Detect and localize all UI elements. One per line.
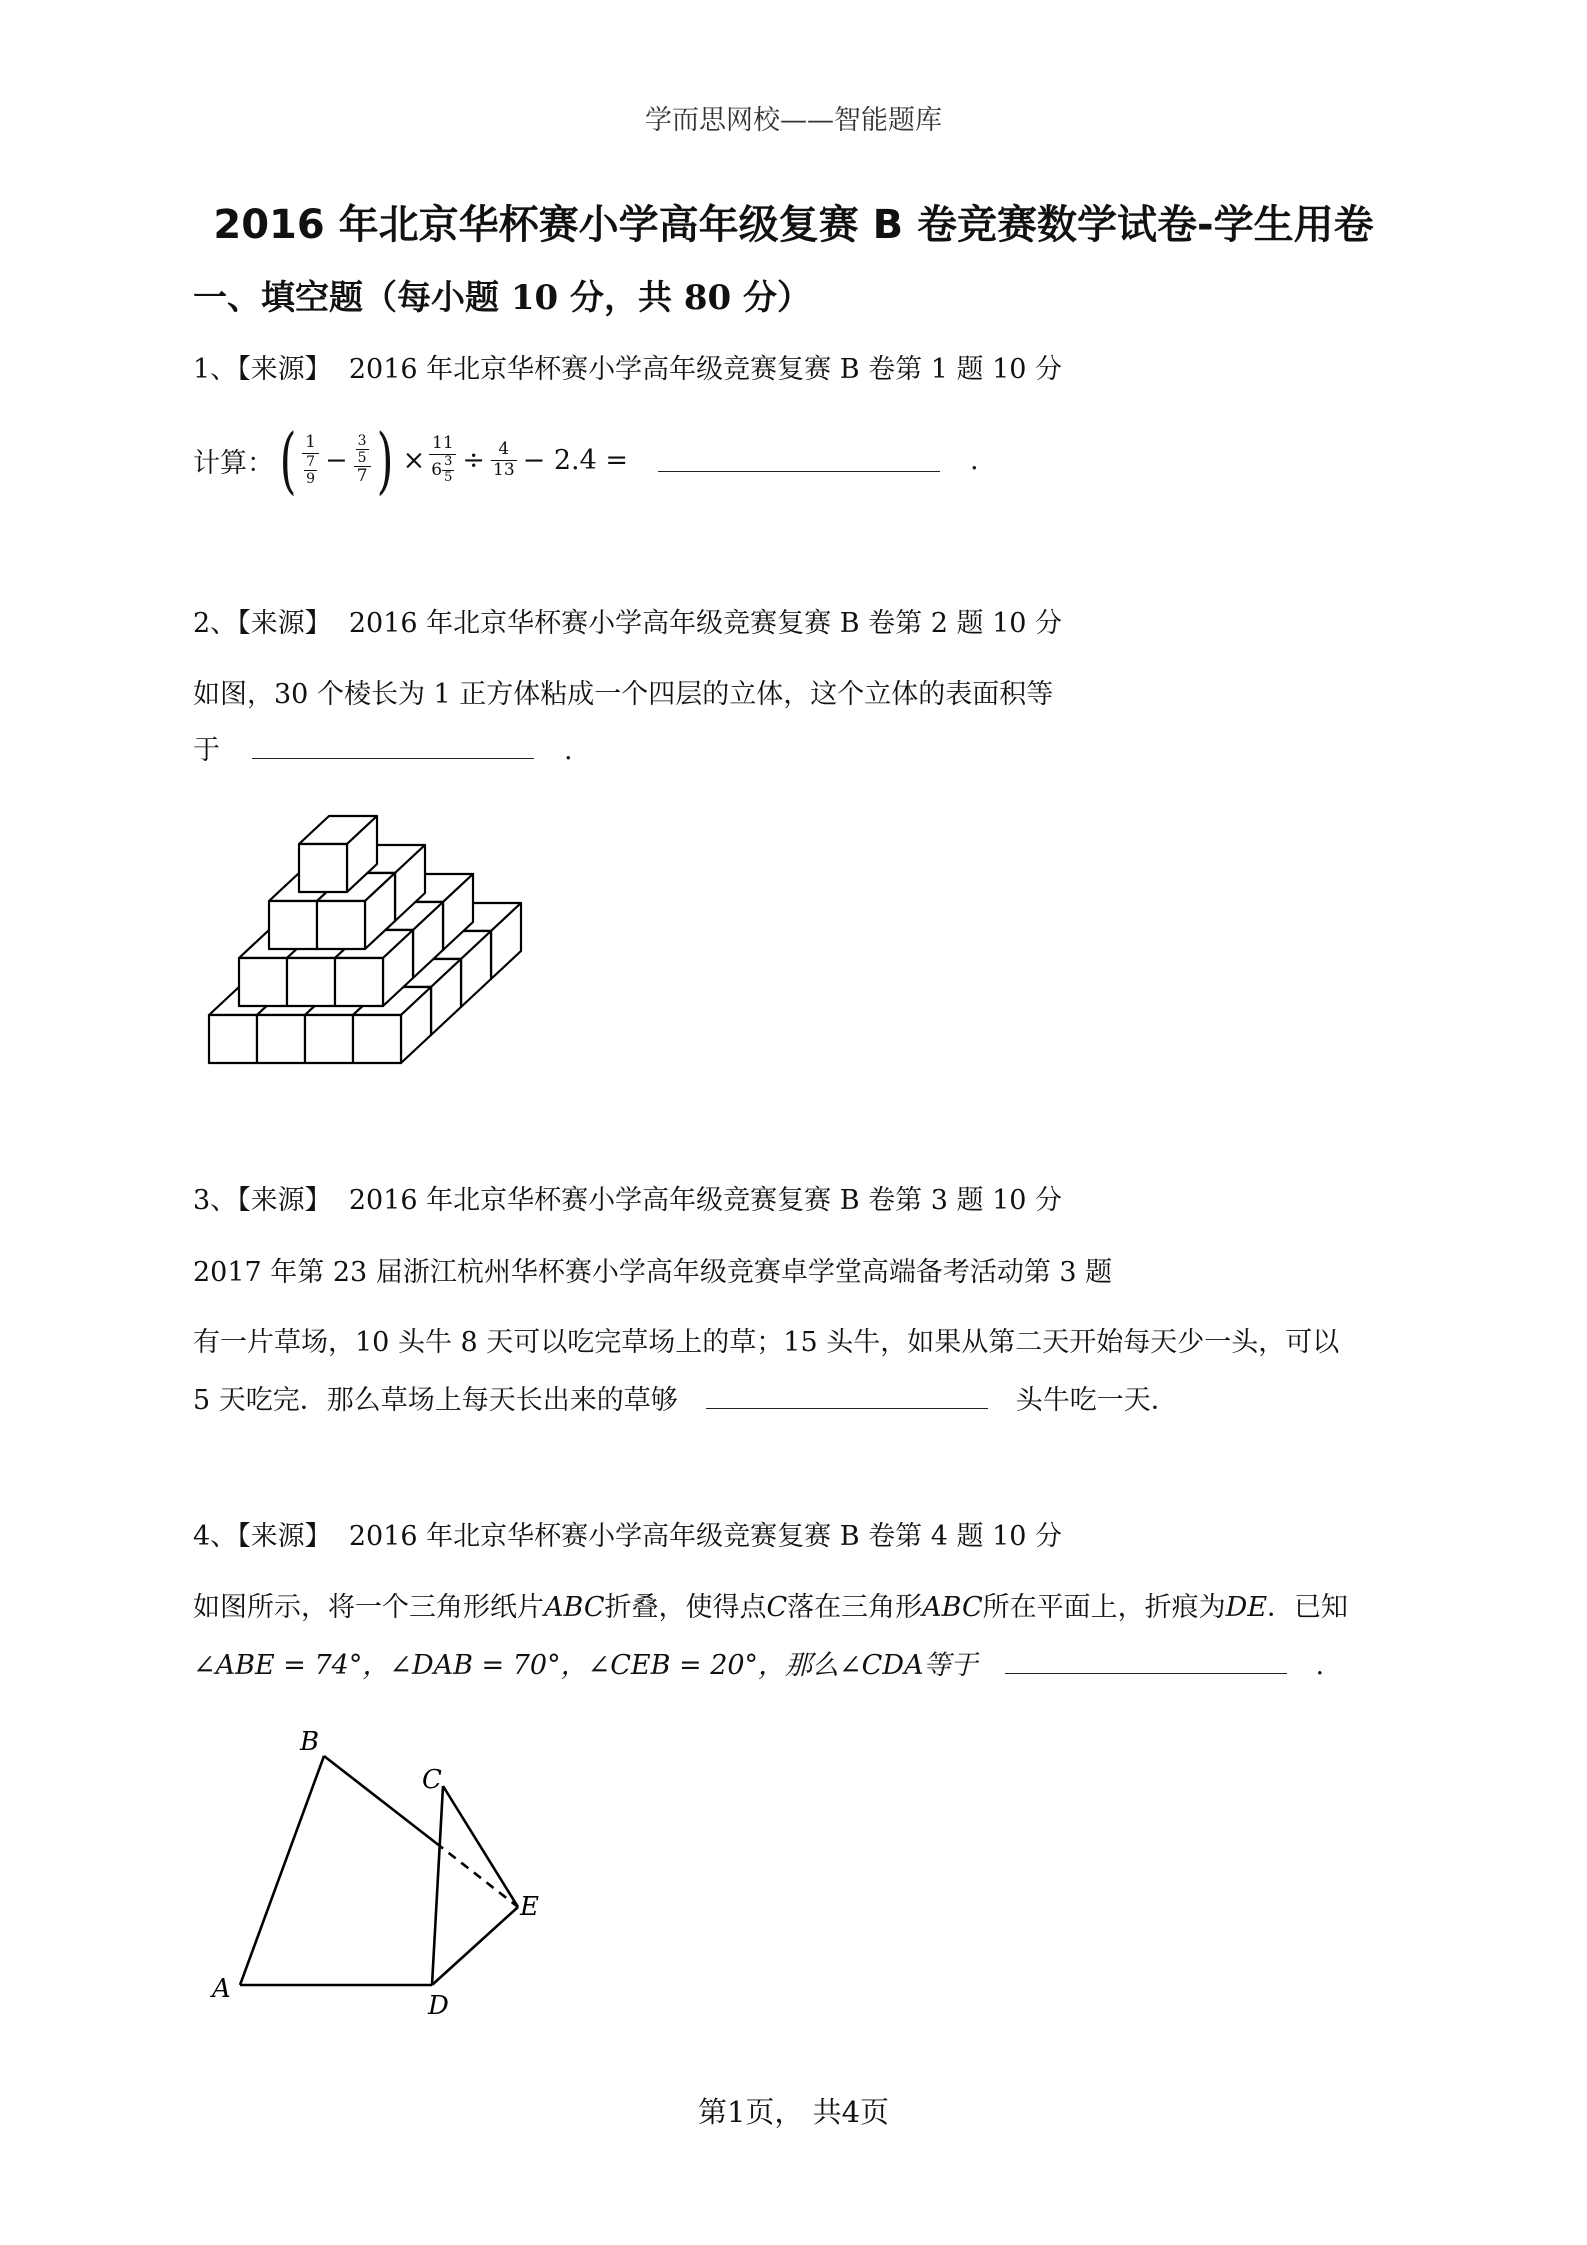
question-3-text-line2: 5 天吃完．那么草场上每天长出来的草够 头牛吃一天． [193,1385,1178,1416]
label-D: D [428,1991,449,2020]
fraction-1: $\frac{1}{\frac{7}{9}}$ [302,433,319,487]
question-4-text-line2: ∠ABE = 74°，∠DAB = 70°，∠CEB = 20°，那么∠CDA等于 . [193,1650,1325,1681]
source-text: 2016 年北京华杯赛小学高年级竞赛复赛 B 卷第 3 题 10 分 [348,1185,1063,1216]
right-paren: ) [376,418,394,502]
source-text: 2016 年北京华杯赛小学高年级竞赛复赛 B 卷第 4 题 10 分 [348,1521,1063,1552]
question-2-source [193,601,1062,640]
label-E: E [520,1892,539,1922]
expression-tail: − 2.4 = [522,444,629,476]
section-heading: 一、填空题（每小题 10 分，共 80 分） [193,278,811,318]
question-number: 4、 [193,1521,238,1552]
times-sign: × [402,444,426,476]
source-tag: 【来源】 [237,608,332,639]
minus-sign: − [325,444,348,476]
label-A: A [212,1974,231,2004]
edge-CE [443,1786,518,1907]
edge-hidden-BE [436,1843,518,1907]
source-tag: 【来源】 [237,1521,332,1552]
answer-blank[interactable] [1005,1651,1287,1674]
edge-B-fold [324,1756,436,1843]
answer-blank[interactable] [658,449,940,472]
question-3-text-line1: 有一片草场，10 头牛 8 天可以吃完草场上的草；15 头牛，如果从第二天开始每天少一头，可以 [193,1327,1340,1358]
edge-DE [432,1907,518,1985]
question-4-source [193,1514,1062,1553]
question-number: 1、 [193,354,238,385]
sentence-end: . [970,444,979,476]
question-1-source [193,347,1062,386]
fraction-3: 11 6 $\frac{3}{5}$ [429,434,456,485]
source-tag: 【来源】 [237,1185,332,1216]
cube-pyramid-figure [195,800,555,1070]
question-3-source [193,1178,1062,1217]
fraction-2: $\frac{\frac{3}{5}}{7}$ [354,433,371,487]
question-4-text-line1: 如图所示，将一个三角形纸片ABC折叠，使得点C落在三角形ABC所在平面上，折痕为DE．已知 [193,1592,1349,1623]
question-1-body [193,410,979,510]
source-tag: 【来源】 [237,354,332,385]
edge-DC [432,1786,443,1985]
question-3-source-2: 2017 年第 23 届浙江杭州华杯赛小学高年级竞赛卓学堂高端备考活动第 3 题 [193,1257,1113,1288]
page-footer: 第1页， 共4页 [697,2095,890,2129]
divide-sign: ÷ [462,444,486,476]
question-1-prefix: 计算： [193,447,274,479]
page-header: 学而思网校——智能题库 [645,105,942,136]
fraction-4: $\frac{4}{13}$ [493,438,515,480]
question-2-text-line1: 如图，30 个棱长为 1 正方体粘成一个四层的立体，这个立体的表面积等 [193,679,1054,710]
label-B: B [300,1727,320,1757]
label-C: C [422,1765,442,1795]
left-paren: ( [279,418,297,502]
answer-blank[interactable] [252,736,534,759]
source-text: 2016 年北京华杯赛小学高年级竞赛复赛 B 卷第 2 题 10 分 [348,608,1063,639]
question-number: 2、 [193,608,238,639]
edge-AB [240,1756,324,1985]
question-2-text-line2: 于 . [193,735,573,766]
source-text: 2016 年北京华杯赛小学高年级竞赛复赛 B 卷第 1 题 10 分 [348,354,1063,385]
page-title: 2016 年北京华杯赛小学高年级复赛 B 卷竞赛数学试卷-学生用卷 [213,202,1374,248]
answer-blank[interactable] [706,1386,988,1409]
triangle-fold-figure [200,1720,560,2020]
question-number: 3、 [193,1185,238,1216]
